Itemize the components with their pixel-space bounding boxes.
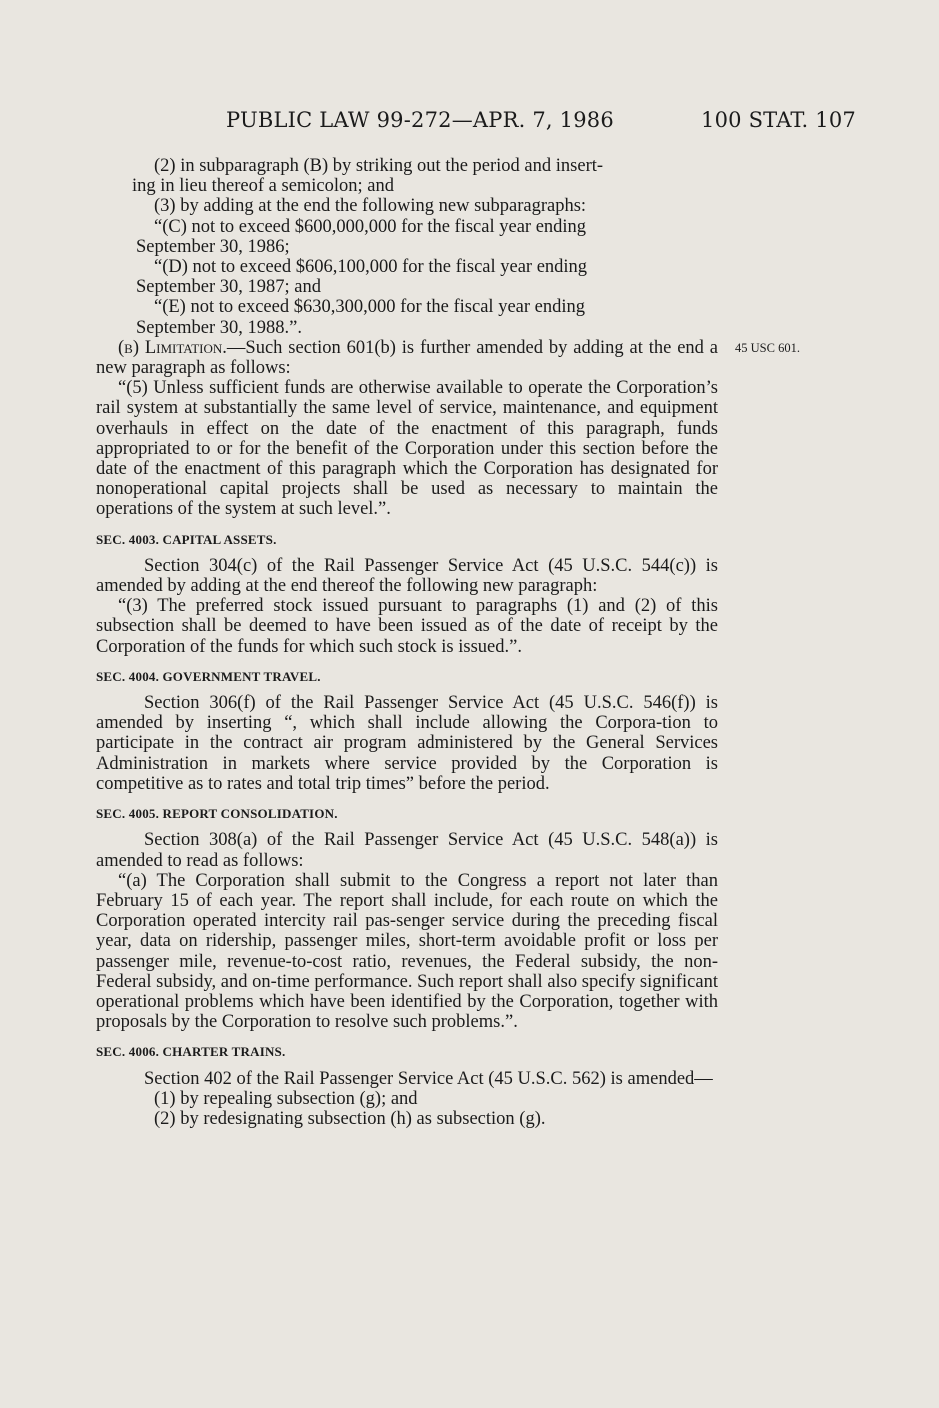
header-page-number: 100 STAT. 107 <box>701 108 856 132</box>
paragraph: September 30, 1986; <box>136 236 290 257</box>
paragraph: “(C) not to exceed $600,000,000 for the fiscal year ending <box>154 216 587 237</box>
paragraph: September 30, 1987; and <box>136 277 321 298</box>
paragraph-text: (2) in subparagraph (B) by striking out the period and insert- <box>154 156 604 176</box>
paragraph <box>96 338 718 378</box>
paragraph: “(5) Unless sufficient funds are otherwise available to operate the Corporation’s rail system at substantially the same level of service, maintenance, and equipment overhauls in effect on the date of the enactment of this paragraph, funds appropriated to or for the benefit of the Corporation under this section before the date of the enactment of this paragraph which the Corporation has designated for nonoperational capital projects shall be used as necessary to maintain the operations of the system at such level.”. <box>96 378 718 520</box>
paragraph: (3) by adding at the end the following new subparagraphs: <box>154 196 587 217</box>
document-body <box>96 156 718 1129</box>
paragraph: (1) by repealing subsection (g); and <box>154 1088 418 1109</box>
paragraph <box>96 156 718 176</box>
section-heading: SEC. 4005. REPORT CONSOLIDATION. <box>96 806 338 822</box>
paragraph: (2) by redesignating subsection (h) as subsection (g). <box>154 1108 546 1129</box>
subsection-heading: (b) Limitation. <box>118 337 227 358</box>
margin-citation: 45 USC 601. <box>735 341 800 355</box>
paragraph <box>96 176 718 196</box>
paragraph-text: —Such section 601(b) is further amended by adding at the end a new paragraph as follows: <box>96 337 718 379</box>
paragraph: “(a) The Corporation shall submit to the Congress a report not later than February 15 of each year. The report shall include, for each route on which the Corporation operated intercity rail pas-senger service during the preceding fiscal year, data on ridership, passenger miles, short-term avoidable profit or loss per passenger mile, revenue-to-cost ratio, revenues, the Federal subsidy, the non-Federal subsidy, and on-time performance. Such report shall also specify significant operational problems which have been identified by the Corporation, together with proposals by the Corporation to resolve such problems.”. <box>96 870 718 1033</box>
section-heading: SEC. 4003. CAPITAL ASSETS. <box>96 531 277 547</box>
paragraph: Section 304(c) of the Rail Passenger Service Act (45 U.S.C. 544(c)) is amended by adding at the end thereof the following new paragraph: <box>96 555 718 597</box>
paragraph: “(3) The preferred stock issued pursuant to paragraphs (1) and (2) of this subsection shall be deemed to have been issued as of the date of receipt by the Corporation of the funds for which such stock is issued.”. <box>96 596 718 657</box>
paragraph: “(D) not to exceed $606,100,000 for the fiscal year ending <box>154 257 588 278</box>
paragraph: “(E) not to exceed $630,300,000 for the fiscal year ending <box>154 297 586 318</box>
paragraph-text: ing in lieu thereof a semicolon; and <box>132 176 395 197</box>
header-title: PUBLIC LAW 99-272—APR. 7, 1986 <box>226 108 614 132</box>
paragraph: September 30, 1988.”. <box>136 317 302 338</box>
section-heading: SEC. 4004. GOVERNMENT TRAVEL. <box>96 668 321 684</box>
paragraph: Section 308(a) of the Rail Passenger Service Act (45 U.S.C. 548(a)) is amended to read as follows: <box>96 830 718 871</box>
paragraph: Section 306(f) of the Rail Passenger Service Act (45 U.S.C. 546(f)) is amended by inserting “, which shall include allowing the Corpora-tion to participate in the contract air program administered by the General Services Administration in markets where service provided by the Corporation is competitive as to rates and total trip times” before the period. <box>96 693 718 794</box>
paragraph: Section 402 of the Rail Passenger Service Act (45 U.S.C. 562) is amended— <box>144 1068 713 1089</box>
section-heading: SEC. 4006. CHARTER TRAINS. <box>96 1044 286 1060</box>
